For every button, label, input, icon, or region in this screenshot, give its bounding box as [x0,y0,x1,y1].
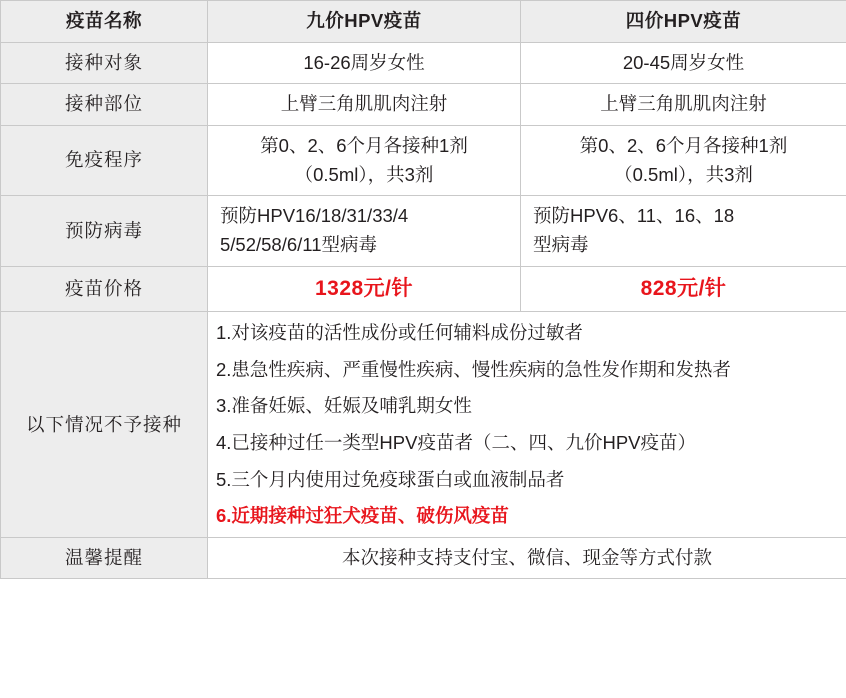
nine-virus-line-1: 预防HPV16/18/31/33/4 [220,205,409,227]
table-row [1,84,846,126]
table-header-row [1,1,846,43]
row-label-schedule: 免疫程序 [1,126,208,196]
four-schedule-line-2: （0.5ml），共3剂 [614,163,753,185]
nine-prevented-virus [208,196,521,266]
four-prevented-virus [521,196,846,266]
nine-schedule [208,126,521,196]
table-row [1,42,846,84]
list-item: 5.三个月内使用过免疫球蛋白或血液制品者 [216,468,565,490]
list-item: 4.已接种过任一类型HPV疫苗者（二、四、九价HPV疫苗） [216,432,697,454]
nine-schedule-line-2: （0.5ml），共3剂 [294,163,434,185]
four-schedule [521,126,846,196]
table-row [1,266,846,312]
contraindications-row [1,312,846,538]
four-schedule-line-1: 第0、2、6个月各接种1剂 [579,135,788,157]
four-target-group: 20-45周岁女性 [521,42,846,84]
list-item: 3.准备妊娠、妊娠及哺乳期女性 [216,395,472,417]
nine-virus-line-2: 5/52/58/6/11型病毒 [220,234,377,256]
reminder-text: 本次接种支持支付宝、微信、现金等方式付款 [208,537,846,579]
four-virus-line-2: 型病毒 [533,234,589,256]
header-four-valent: 四价HPV疫苗 [521,1,846,43]
contraindications-list [208,312,846,538]
four-virus-line-1: 预防HPV6、11、16、18 [533,205,735,227]
row-label-contraindications: 以下情况不予接种 [1,312,208,538]
nine-target-group: 16-26周岁女性 [208,42,521,84]
row-label-reminder: 温馨提醒 [1,537,208,579]
header-vaccine-name: 疫苗名称 [1,1,208,43]
table-row [1,196,846,266]
four-price-cell [521,266,846,312]
list-item: 2.患急性疾病、严重慢性疾病、慢性疾病的急性发作期和发热者 [216,358,731,380]
row-label-injection-site: 接种部位 [1,84,208,126]
header-nine-valent: 九价HPV疫苗 [208,1,521,43]
nine-schedule-line-1: 第0、2、6个月各接种1剂 [260,135,468,157]
row-label-target-group: 接种对象 [1,42,208,84]
four-injection-site: 上臂三角肌肌肉注射 [521,84,846,126]
nine-price-value: 1328元/针 [314,276,414,300]
four-price-value: 828元/针 [640,276,727,300]
nine-injection-site: 上臂三角肌肌肉注射 [208,84,521,126]
list-item: 1.对该疫苗的活性成份或任何辅料成份过敏者 [216,322,583,344]
nine-price-cell [208,266,521,312]
footer-row [1,537,846,579]
row-label-prevented-virus: 预防病毒 [1,196,208,266]
table-row [1,126,846,196]
row-label-price: 疫苗价格 [1,266,208,312]
list-item-highlighted: 6.近期接种过狂犬疫苗、破伤风疫苗 [216,505,509,527]
